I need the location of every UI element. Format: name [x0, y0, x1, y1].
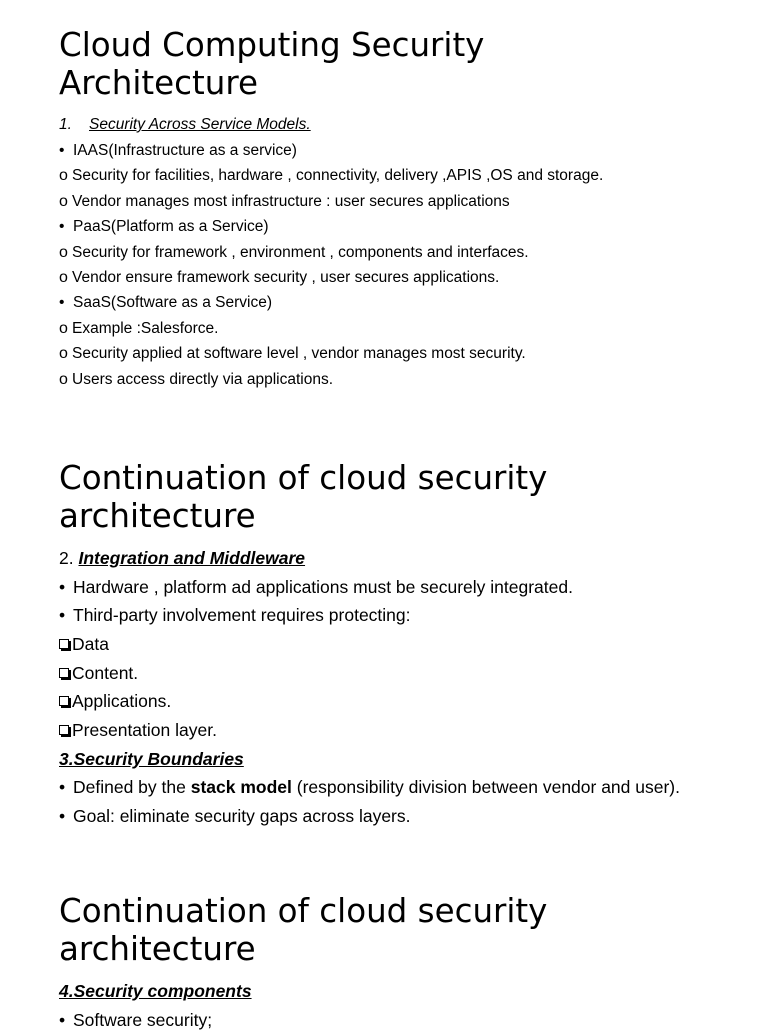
- list-item: [59, 269, 499, 287]
- hollow-bullet-icon: o: [59, 167, 68, 185]
- list-item: [59, 1010, 212, 1031]
- list-item-text: Third-party involvement requires protecting:: [73, 605, 411, 625]
- box-item-text: Data: [72, 634, 109, 654]
- box-item-text: Applications.: [72, 691, 172, 711]
- hollow-bullet-icon: o: [59, 319, 68, 337]
- list-item: [59, 320, 218, 338]
- bullet-icon: •: [59, 577, 66, 597]
- list-item: [59, 142, 297, 160]
- heading-text: Integration and Middleware: [78, 548, 306, 568]
- slide-2-title-line2: architecture: [59, 497, 256, 535]
- list-item-text: Vendor ensure framework security , user secures applications.: [72, 269, 500, 286]
- slide-3: [59, 892, 739, 1030]
- list-item: [59, 777, 680, 798]
- list-item-text-post: (responsibility division between vendor and user).: [291, 777, 680, 797]
- list-item-text: IAAS(Infrastructure as a service): [73, 142, 297, 159]
- slide-1-title: [59, 26, 739, 102]
- heading-text: 3.Security Boundaries: [59, 749, 244, 769]
- list-item-text: PaaS(Platform as a Service): [73, 218, 269, 236]
- heading-text: 4.Security components: [59, 981, 252, 1001]
- list-item-text: Users access directly via applications.: [72, 370, 334, 388]
- list-item: [59, 577, 573, 598]
- slide-3-title-line1: Continuation of cloud security: [59, 892, 548, 930]
- bullet-icon: •: [59, 142, 65, 159]
- bullet-icon: •: [59, 777, 66, 797]
- slide-1-heading: [59, 116, 311, 134]
- list-item-text-pre: Defined by the: [73, 777, 191, 797]
- heading-text: Security Across Service Models.: [89, 116, 311, 133]
- hollow-bullet-icon: o: [59, 243, 68, 261]
- bullet-icon: •: [59, 1010, 66, 1030]
- checkbox-bullet-icon: [59, 668, 69, 678]
- list-item-text: SaaS(Software as a Service): [73, 294, 273, 312]
- slide-1-title-line1: Cloud Computing Security: [59, 26, 485, 64]
- list-item-text: Example :Salesforce.: [72, 319, 219, 337]
- slide-2-title-line1: Continuation of cloud security: [59, 459, 548, 497]
- hollow-bullet-icon: o: [59, 370, 68, 388]
- hollow-bullet-icon: o: [59, 345, 68, 363]
- hollow-bullet-icon: o: [59, 269, 68, 286]
- list-item: [59, 294, 272, 312]
- slide-2-title: [59, 459, 739, 535]
- list-item: [59, 345, 526, 363]
- list-item: [59, 806, 411, 827]
- heading-number: 2.: [59, 548, 74, 568]
- bullet-icon: •: [59, 605, 66, 625]
- list-item: [59, 167, 603, 185]
- hollow-bullet-icon: o: [59, 192, 68, 210]
- list-item: [59, 605, 411, 626]
- box-item: [59, 663, 138, 684]
- bullet-icon: •: [59, 294, 65, 312]
- slide-2: [59, 459, 739, 839]
- list-item-text: Security applied at software level , vendor manages most security.: [72, 345, 526, 363]
- box-item: [59, 720, 217, 741]
- checkbox-bullet-icon: [59, 696, 69, 706]
- slide-2-heading-3: [59, 749, 244, 770]
- box-item-text: Presentation layer.: [72, 720, 217, 740]
- list-item-text-bold: stack model: [190, 777, 292, 797]
- box-item-text: Content.: [72, 663, 139, 683]
- list-item-text: Goal: eliminate security gaps across layers.: [73, 806, 411, 826]
- list-item-text: Security for framework , environment , components and interfaces.: [72, 243, 529, 261]
- checkbox-bullet-icon: [59, 725, 69, 735]
- list-item-text: Security for facilities, hardware , connectivity, delivery ,APIS ,OS and storage.: [72, 167, 604, 185]
- slide-3-heading: [59, 981, 252, 1002]
- heading-number: 1.: [59, 116, 72, 133]
- slide-3-title: [59, 892, 739, 968]
- list-item-text: Hardware , platform ad applications must be securely integrated.: [73, 577, 573, 597]
- list-item: [59, 218, 269, 236]
- slide-1: [59, 26, 739, 406]
- bullet-icon: •: [59, 218, 65, 236]
- checkbox-bullet-icon: [59, 639, 69, 649]
- list-item: [59, 371, 333, 389]
- box-item: [59, 691, 171, 712]
- list-item-text: Vendor manages most infrastructure : user secures applications: [72, 192, 510, 210]
- list-item: [59, 244, 529, 262]
- bullet-icon: •: [59, 806, 66, 826]
- box-item: [59, 634, 109, 655]
- slide-3-title-line2: architecture: [59, 930, 256, 968]
- slide-2-heading: [59, 548, 305, 569]
- slide-1-title-line2: Architecture: [59, 64, 258, 102]
- list-item: [59, 193, 510, 211]
- list-item-text: Software security;: [73, 1010, 213, 1030]
